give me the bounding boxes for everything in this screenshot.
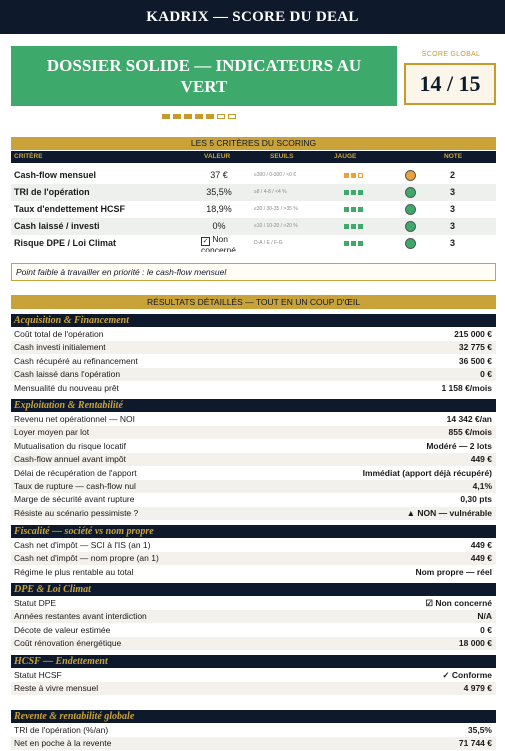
score-progress xyxy=(162,114,236,119)
criteria-threshold: D-A / E / F-G xyxy=(254,240,283,246)
progress-segment xyxy=(162,114,170,119)
col-valeur: VALEUR xyxy=(204,153,231,160)
result-value: ▲ NON — vulnérable xyxy=(406,507,492,518)
result-value: 215 000 € xyxy=(454,329,492,339)
results-title: RÉSULTATS DÉTAILLÉS — TOUT EN UN COUP D'ŒIL xyxy=(11,295,496,309)
gauge-block xyxy=(344,207,349,212)
result-row xyxy=(11,440,496,453)
criteria-value: 35,5% xyxy=(206,187,232,197)
status-dot-icon xyxy=(405,170,416,181)
criteria-title: LES 5 CRITÈRES DU SCORING xyxy=(11,137,496,150)
section-exploitation: Exploitation & Rentabilité xyxy=(11,399,496,412)
result-label: Régime le plus rentable au total xyxy=(14,566,134,577)
criteria-note: 3 xyxy=(450,204,456,214)
result-value: 18 000 € xyxy=(458,638,492,649)
result-label: Revenu net opérationnel — NOI xyxy=(14,414,135,424)
result-label: Décote de valeur estimée xyxy=(14,624,111,635)
result-value: 855 €/mois xyxy=(448,427,492,438)
section-revente: Revente & rentabilité globale xyxy=(11,710,496,723)
criteria-value: 0% xyxy=(212,221,226,231)
result-row xyxy=(11,566,496,579)
verdict-text: DOSSIER SOLIDE — INDICATEURS AU VERT xyxy=(46,56,362,96)
result-value: 32 775 € xyxy=(458,342,492,353)
result-row xyxy=(11,624,496,637)
result-label: Délai de récupération de l'apport xyxy=(14,467,137,478)
result-row xyxy=(11,737,496,750)
result-row xyxy=(11,669,496,682)
result-label: Cash net d'impôt — nom propre (an 1) xyxy=(14,553,159,564)
result-value: 0 € xyxy=(480,624,492,635)
result-value: 35,5% xyxy=(467,725,492,735)
gauge-block xyxy=(358,173,363,178)
gauge-block xyxy=(351,224,356,229)
criteria-row xyxy=(11,201,496,218)
result-label: TRI de l'opération (%/an) xyxy=(14,725,109,735)
gauge-block xyxy=(358,224,363,229)
result-label: Marge de sécurité avant rupture xyxy=(14,494,135,505)
criteria-threshold: ≤30 / 30-35 / >35 % xyxy=(254,206,298,212)
section-dpe: DPE & Loi Climat xyxy=(11,583,496,596)
app-title: KADRIX — SCORE DU DEAL xyxy=(146,8,359,25)
col-note: NOTE xyxy=(444,153,463,160)
result-row xyxy=(11,724,496,737)
gauge-block xyxy=(358,241,363,246)
result-row xyxy=(11,507,496,520)
result-value: 4 979 € xyxy=(463,683,492,694)
criteria-note: 3 xyxy=(450,187,456,197)
result-value: ☑ Non concerné xyxy=(425,598,492,608)
result-label: Cash récupéré au refinancement xyxy=(14,355,138,366)
criteria-row xyxy=(11,184,496,201)
result-row xyxy=(11,610,496,623)
result-label: Coût total de l'opération xyxy=(14,329,104,339)
criteria-row xyxy=(11,218,496,235)
result-label: Cash-flow annuel avant impôt xyxy=(14,454,126,465)
criteria-gauge xyxy=(344,173,363,178)
criteria-threshold: ≥300 / 0-300 / <0 € xyxy=(254,172,297,178)
criteria-note: 3 xyxy=(450,238,456,248)
result-value: 1 158 €/mois xyxy=(441,382,492,393)
progress-segment xyxy=(206,114,214,119)
verdict-banner xyxy=(11,46,397,106)
result-value: 0 € xyxy=(480,369,492,380)
result-row xyxy=(11,453,496,466)
gauge-block xyxy=(351,241,356,246)
criteria-value: ✓ Non concerné xyxy=(201,235,236,252)
result-value: 0,30 pts xyxy=(460,494,492,505)
result-row xyxy=(11,426,496,439)
criteria-columns xyxy=(11,151,496,163)
result-row xyxy=(11,382,496,395)
result-value: 449 € xyxy=(470,454,492,465)
progress-segment xyxy=(217,114,225,119)
app-header xyxy=(0,0,505,34)
weak-point-note: Point faible à travailler en priorité : le cash-flow mensuel xyxy=(11,263,496,281)
section-acquisition: Acquisition & Financement xyxy=(11,314,496,327)
result-row xyxy=(11,355,496,368)
gauge-block xyxy=(358,190,363,195)
criteria-value: 18,9% xyxy=(206,204,232,214)
gauge-block xyxy=(344,173,349,178)
criteria-value: 37 € xyxy=(210,170,228,180)
criteria-note: 3 xyxy=(450,221,456,231)
gauge-block xyxy=(351,207,356,212)
criteria-gauge xyxy=(344,241,363,246)
result-label: Net en poche à la revente xyxy=(14,738,112,749)
result-value: Modéré — 2 lots xyxy=(426,440,492,451)
progress-segment xyxy=(228,114,236,119)
warning-icon: ▲ xyxy=(406,507,418,518)
result-row xyxy=(11,413,496,426)
score-label: SCORE GLOBAL xyxy=(421,51,481,58)
gauge-block xyxy=(344,224,349,229)
result-row xyxy=(11,597,496,610)
result-row xyxy=(11,368,496,381)
result-row xyxy=(11,552,496,565)
criteria-row xyxy=(11,167,496,184)
gauge-block xyxy=(344,241,349,246)
checkbox-icon: ✓ xyxy=(202,238,209,245)
progress-segment xyxy=(195,114,203,119)
criteria-gauge xyxy=(344,207,363,212)
criteria-name: Cash laissé / investi xyxy=(14,221,100,231)
status-dot-icon xyxy=(405,204,416,215)
gauge-block xyxy=(358,207,363,212)
result-value: Nom propre — réel xyxy=(415,566,492,577)
result-value: 449 € xyxy=(470,553,492,564)
result-row xyxy=(11,328,496,341)
criteria-gauge xyxy=(344,190,363,195)
result-label: Années restantes avant interdiction xyxy=(14,611,147,622)
result-row xyxy=(11,467,496,480)
result-value: 449 € xyxy=(470,540,492,550)
col-seuils: SEUILS xyxy=(270,153,294,160)
criteria-name: Risque DPE / Loi Climat xyxy=(14,238,117,248)
result-value: 71 744 € xyxy=(458,738,492,749)
result-label: Coût rénovation énergétique xyxy=(14,638,122,649)
section-hcsf: HCSF — Endettement xyxy=(11,655,496,668)
criteria-threshold: ≤10 / 10-20 / >20 % xyxy=(254,223,298,229)
result-value: ✓ Conforme xyxy=(442,670,492,680)
gauge-block xyxy=(351,190,356,195)
result-label: Statut DPE xyxy=(14,598,57,608)
col-critere: CRITÈRE xyxy=(14,153,43,160)
result-label: Cash net d'impôt — SCI à l'IS (an 1) xyxy=(14,540,151,550)
col-jauge: JAUGE xyxy=(334,153,357,160)
gauge-block xyxy=(351,173,356,178)
progress-segment xyxy=(184,114,192,119)
result-value: 14 342 €/an xyxy=(446,414,492,424)
result-label: Mensualité du nouveau prêt xyxy=(14,382,119,393)
result-label: Taux de rupture — cash-flow nul xyxy=(14,481,136,491)
criteria-row xyxy=(11,235,496,252)
result-value: 4,1% xyxy=(472,481,492,491)
checkbox-icon: ☑ xyxy=(425,598,436,608)
result-row xyxy=(11,493,496,506)
check-icon: ✓ xyxy=(442,670,452,680)
section-fiscalite: Fiscalité — société vs nom propre xyxy=(11,525,496,538)
result-row xyxy=(11,480,496,493)
score-box xyxy=(404,63,496,105)
result-label: Mutualisation du risque locatif xyxy=(14,440,126,451)
result-label: Résiste au scénario pessimiste ? xyxy=(14,507,139,518)
criteria-name: Taux d'endettement HCSF xyxy=(14,204,125,214)
criteria-gauge xyxy=(344,224,363,229)
result-row xyxy=(11,637,496,650)
score-value: 14 / 15 xyxy=(419,71,481,96)
result-row xyxy=(11,341,496,354)
criteria-name: TRI de l'opération xyxy=(14,187,90,197)
criteria-threshold: ≥8 / 4-8 / <4 % xyxy=(254,189,287,195)
result-value: 36 500 € xyxy=(458,355,492,366)
status-dot-icon xyxy=(405,238,416,249)
result-value: N/A xyxy=(477,611,492,622)
result-row xyxy=(11,539,496,552)
result-label: Loyer moyen par lot xyxy=(14,427,90,438)
result-label: Statut HCSF xyxy=(14,670,62,680)
criteria-name: Cash-flow mensuel xyxy=(14,170,97,180)
result-label: Reste à vivre mensuel xyxy=(14,683,99,694)
progress-segment xyxy=(173,114,181,119)
status-dot-icon xyxy=(405,221,416,232)
result-label: Cash investi initialement xyxy=(14,342,106,353)
criteria-note: 2 xyxy=(450,170,456,180)
result-row xyxy=(11,682,496,695)
gauge-block xyxy=(344,190,349,195)
result-value: Immédiat (apport déjà récupéré) xyxy=(362,467,492,478)
status-dot-icon xyxy=(405,187,416,198)
result-label: Cash laissé dans l'opération xyxy=(14,369,121,380)
